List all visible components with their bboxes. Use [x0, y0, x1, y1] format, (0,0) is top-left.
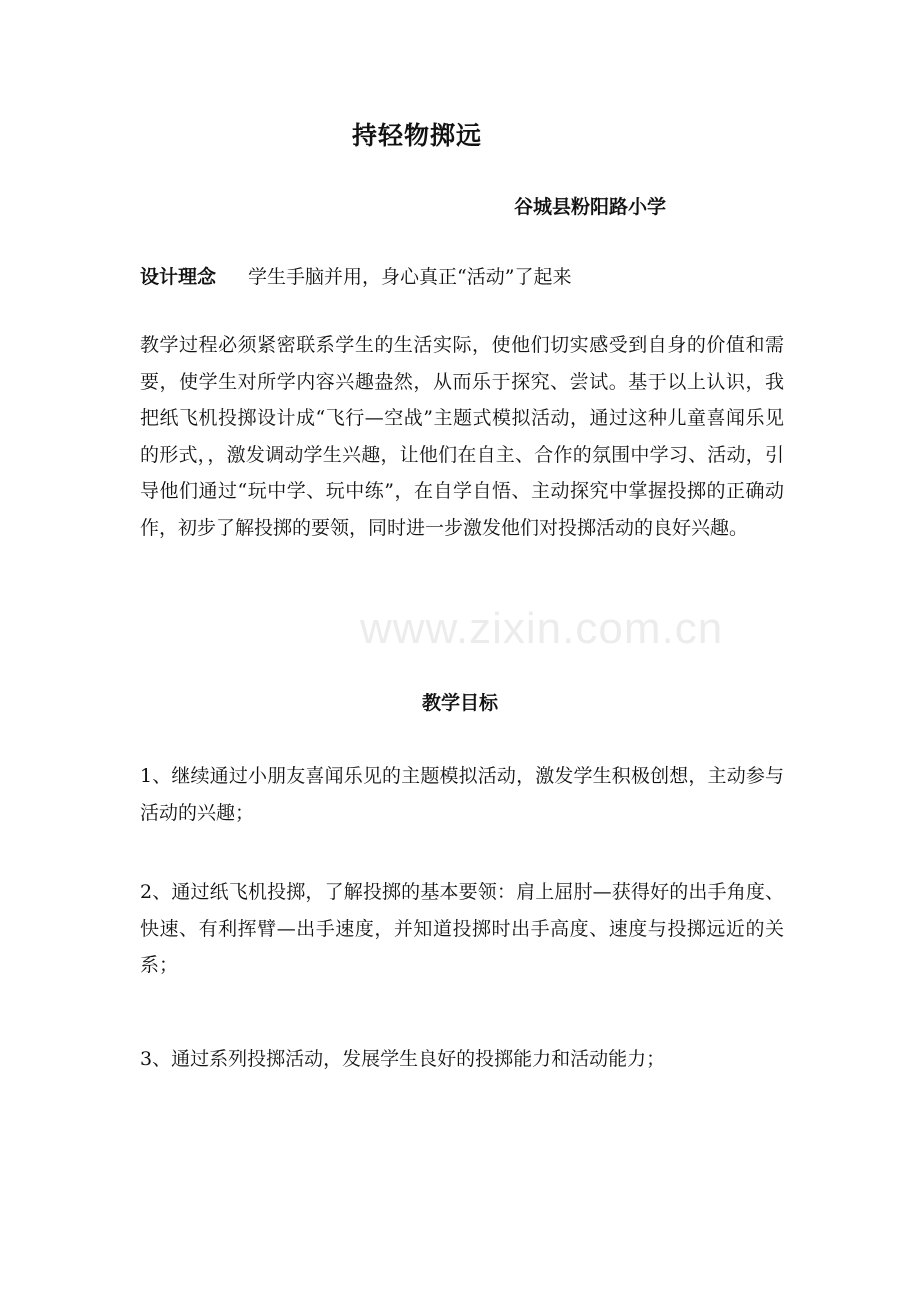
- goals-heading: 教学目标: [421, 692, 498, 714]
- document-title: 持轻物掷远: [351, 121, 482, 150]
- design-concept: [140, 262, 571, 289]
- design-concept-label: 设计理念: [140, 266, 217, 288]
- goal-item-3: 3、通过系列投掷活动，发展学生良好的投掷能力和活动能力；: [140, 1048, 666, 1070]
- design-concept-text: 学生手脑并用，身心真正“活动”了起来: [248, 266, 572, 288]
- goal-item-2: 2、通过纸飞机投掷，了解投掷的基本要领：肩上屈肘—获得好的出手角度、快速、有利挥臂—出手速度，并知道投掷时出手高度、速度与投掷远近的关系；: [140, 881, 784, 976]
- watermark: www.zixin.com.cn: [360, 604, 724, 653]
- school-name: 谷城县粉阳路小学: [514, 196, 667, 218]
- goal-item-1: 1、继续通过小朋友喜闻乐见的主题模拟活动，激发学生积极创想，主动参与活动的兴趣；: [140, 765, 784, 824]
- intro-paragraph: 教学过程必须紧密联系学生的生活实际，使他们切实感受到自身的价值和需要，使学生对所学内容兴趣盎然，从而乐于探究、尝试。基于以上认识，我把纸飞机投掷设计成“飞行—空战”主题式模拟活动，通过这种儿童喜闻乐见的形式，，激发调动学生兴趣，让他们在自主、合作的氛围中学习、活动，引导他们通过“玩中学、玩中练”，在自学自悟、主动探究中掌握投掷的正确动作，初步了解投掷的要领，同时进一步激发他们对投掷活动的良好兴趣。: [140, 334, 784, 539]
